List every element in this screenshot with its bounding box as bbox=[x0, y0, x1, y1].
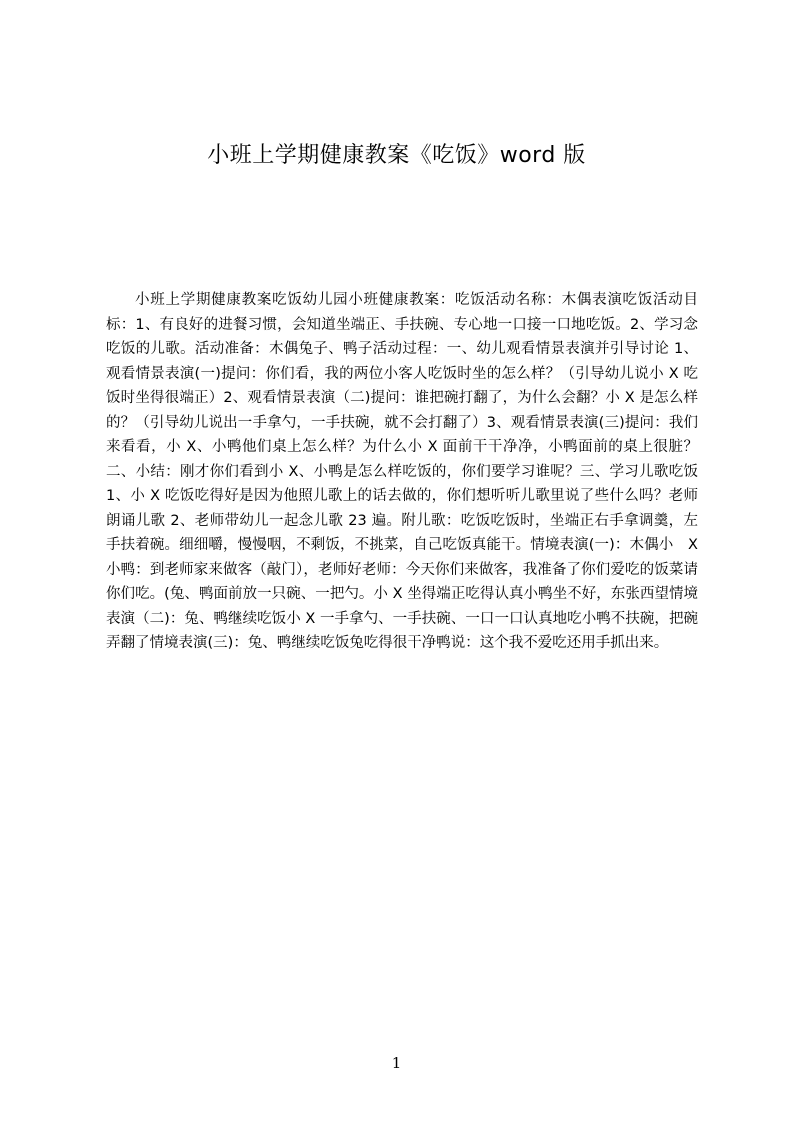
document-title: 小班上学期健康教案《吃饭》word 版 bbox=[207, 143, 586, 168]
page-number: 1 bbox=[391, 1054, 402, 1072]
document-body-paragraph: 小班上学期健康教案吃饭幼儿园小班健康教案：吃饭活动名称：木偶表演吃饭活动目标：1、有良好的进餐习惯，会知道坐端正、手扶碗、专心地一口接一口地吃饭。2、学习念吃饭的儿歌。活动准备：木偶兔子、鸭子活动过程：一、幼儿观看情景表演并引导讨论 1、观看情景表演(一)提问：你们看，我的两位小客人吃饭时坐的怎么样？（引导幼儿说小 X 吃饭时坐得很端正）2、观看情景表演（二)提问：谁把碗打翻了，为什么会翻？小 X 是怎么样的？（引导幼儿说出一手拿勺，一手扶碗，就不会打翻了）3、观看情景表演(三)提问：我们来看看，小 X、小鸭他们桌上怎么样？为什么小 X 面前干干净净，小鸭面前的桌上很脏？二、小结：刚才你们看到小 X、小鸭是怎么样吃饭的，你们要学习谁呢？三、学习儿歌吃饭 1、小 X 吃饭吃得好是因为他照儿歌上的话去做的，你们想听听儿歌里说了些什么吗？老师朗诵儿歌 2、老师带幼儿一起念儿歌 23 遍。附儿歌：吃饭吃饭时，坐端正右手拿调羹，左手扶着碗。细细嚼，慢慢咽，不剩饭，不挑菜，自己吃饭真能干。情境表演(一)：木偶小 X 小鸭：到老师家来做客（敲门），老师好老师：今天你们来做客，我准备了你们爱吃的饭菜请你们吃。(兔、鸭面前放一只碗、一把勺。小 X 坐得端正吃得认真小鸭坐不好，东张西望情境表演（二)：兔、鸭继续吃饭小 X 一手拿勺、一手扶碗、一口一口认真地吃小鸭不扶碗，把碗弄翻了情境表演(三)：兔、鸭继续吃饭兔吃得很干净鸭说：这个我不爱吃还用手抓出来。 bbox=[106, 292, 698, 651]
